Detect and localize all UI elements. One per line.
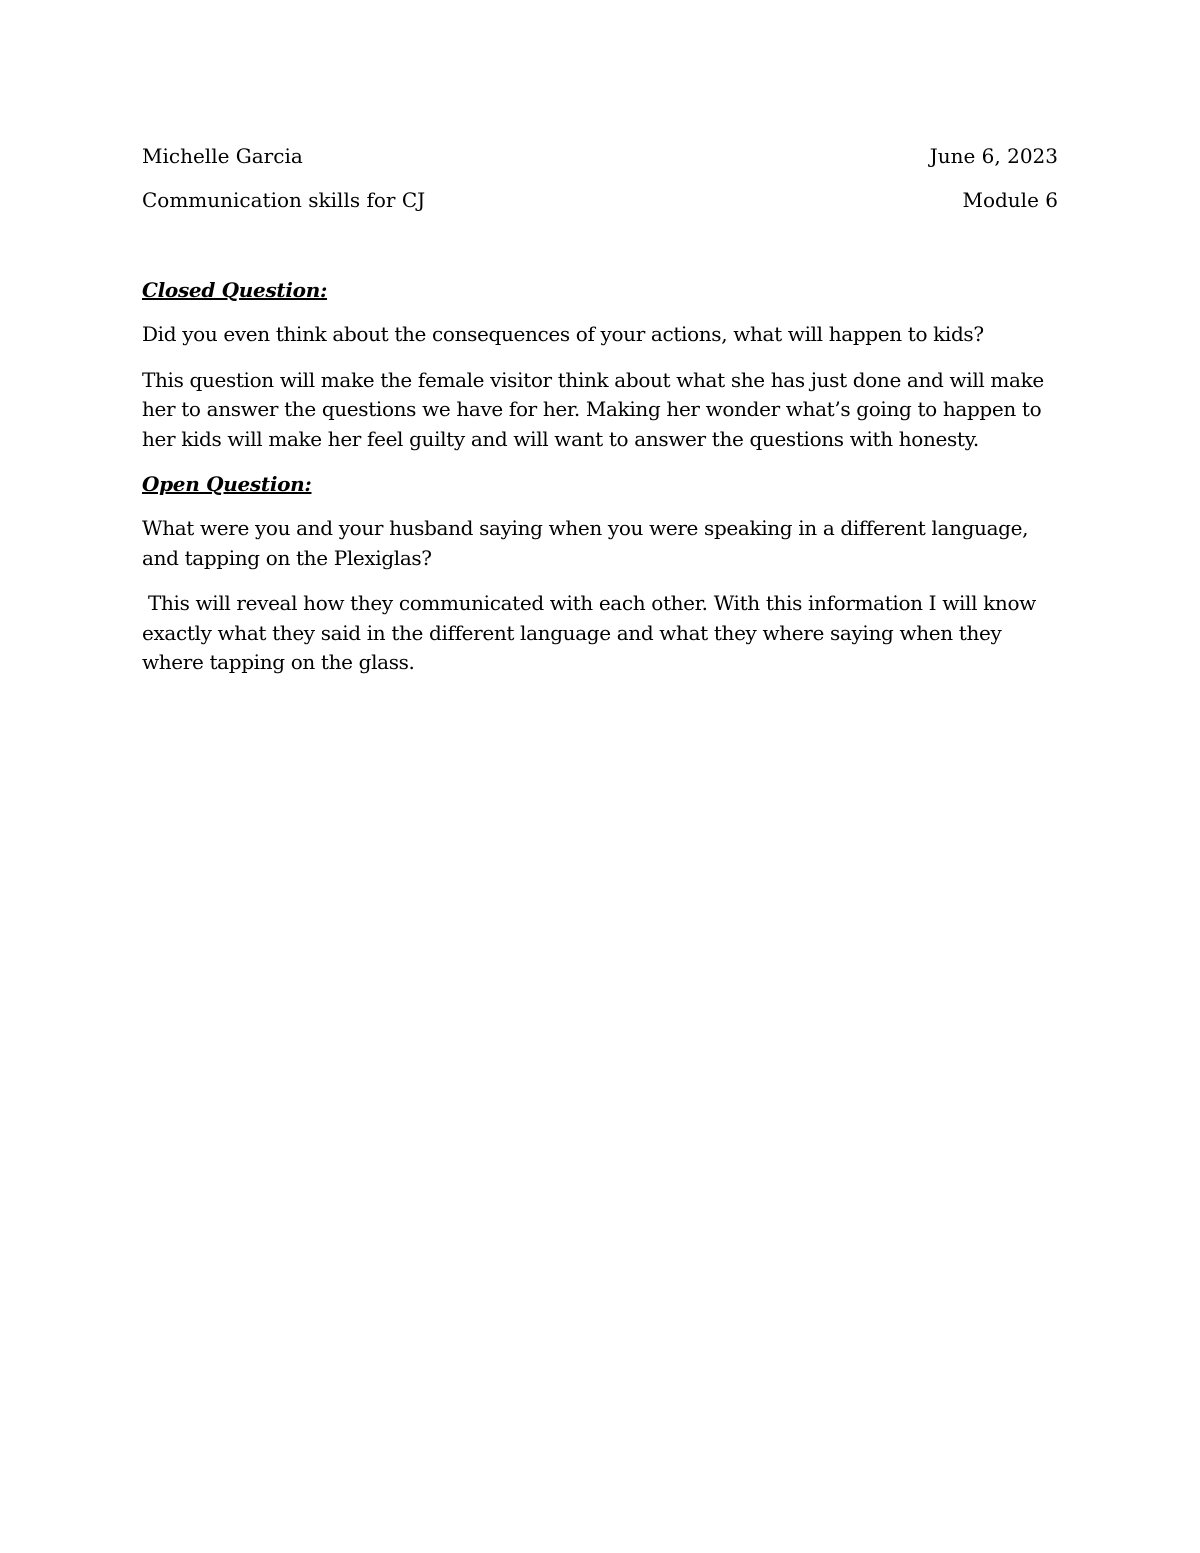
open-question-explanation: This will reveal how they communicated with each other. With this information I will know exactly what they said in the different language and what they where saying when they where tapping on the glass. [142, 591, 1042, 674]
header-row-author-date [142, 142, 1058, 170]
module-label: Module 6 [962, 188, 1058, 212]
closed-question-explanation: This question will make the female visitor think about what she has just done and will make her to answer the questions we have for her. Making her wonder what’s going to happen to her kids will make her feel guilty and will want to answer the questions with honesty. [142, 367, 1044, 451]
closed-question-heading: Closed Question: [142, 278, 328, 302]
open-question-heading: Open Question: [142, 472, 312, 496]
header-row-course-module [142, 186, 1058, 214]
document-date: June 6, 2023 [929, 144, 1058, 168]
author-name: Michelle Garcia [142, 144, 303, 168]
course-name: Communication skills for CJ [142, 188, 426, 212]
document-body [142, 142, 1058, 694]
closed-question-text: Did you even think about the consequences of your actions, what will happen to kids? [142, 322, 984, 346]
open-question-text: What were you and your husband saying when you were speaking in a different language, and tapping on the Plexiglas? [142, 516, 1029, 570]
